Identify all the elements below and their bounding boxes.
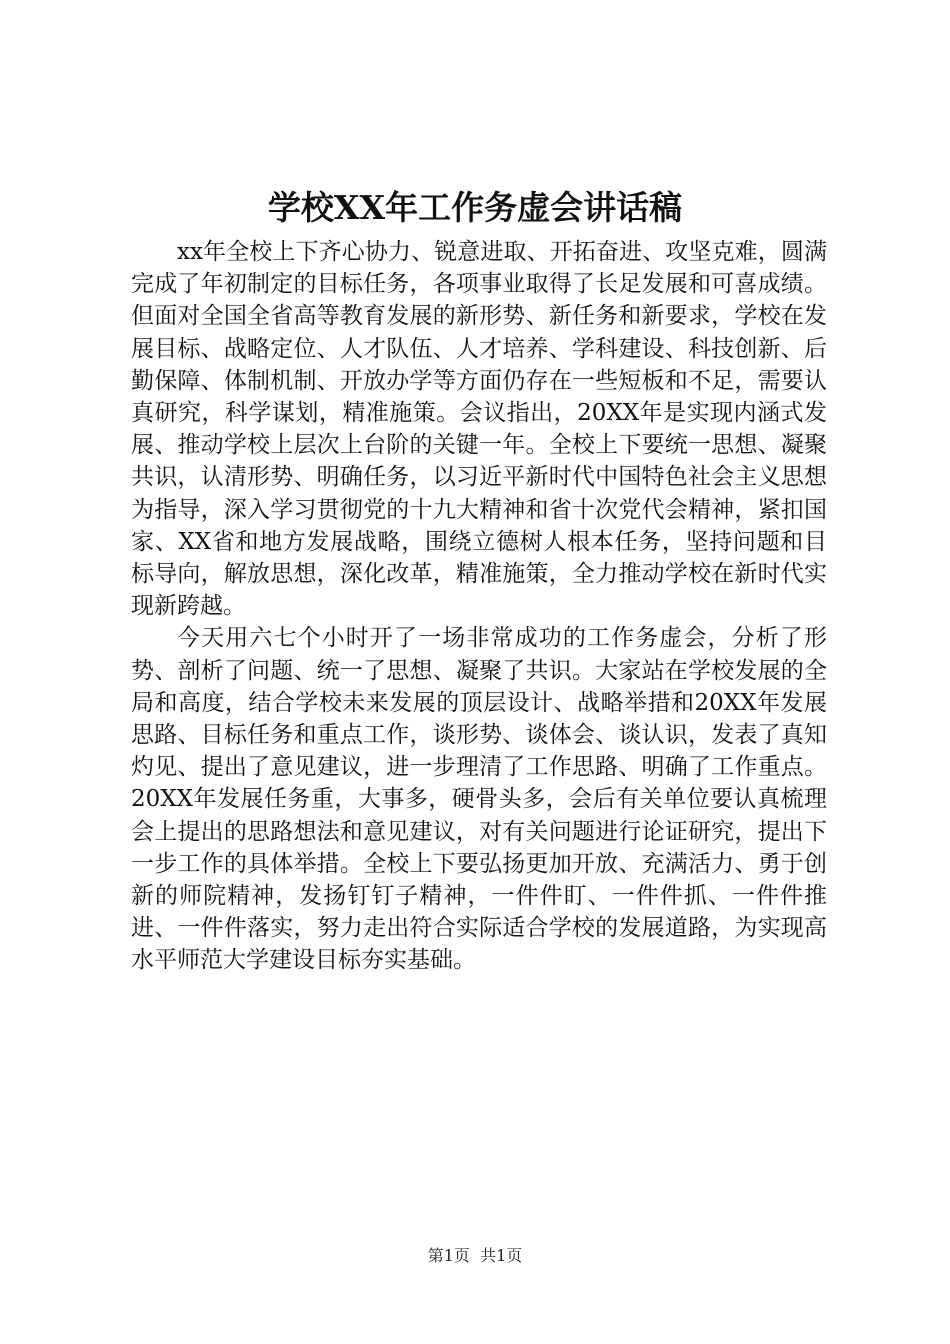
page-number-label: 第1页 共1页: [427, 1246, 523, 1265]
document-title: 学校XX年工作务虚会讲话稿: [267, 188, 683, 227]
paragraph-1: xx年全校上下齐心协力、锐意进取、开拓奋进、攻坚克难，圆满完成了年初制定的目标任务，各项事业取得了长足发展和可喜成绩。但面对全国全省高等教育发展的新形势、新任务和新要求，学校在发展目标、战略定位、人才队伍、人才培养、学科建设、科技创新、后勤保障、体制机制、开放办学等方面仍存在一些短板和不足，需要认真研究，科学谋划，精准施策。会议指出，20XX年是实现内涵式发展、推动学校上层次上台阶的关键一年。全校上下要统一思想、凝聚共识，认清形势、明确任务，以习近平新时代中国特色社会主义思想为指导，深入学习贯彻党的十九大精神和省十次党代会精神，紧扣国家、XX省和地方发展战略，围绕立德树人根本任务，坚持问题和目标导向，解放思想，深化改革，精准施策，全力推动学校在新时代实现新跨越。: [131, 239, 827, 620]
page-footer: [0, 1246, 950, 1266]
paragraph-2: 今天用六七个小时开了一场非常成功的工作务虚会，分析了形势、剖析了问题、统一了思想、凝聚了共识。大家站在学校发展的全局和高度，结合学校未来发展的顶层设计、战略举措和20XX年发展思路、目标任务和重点工作，谈形势、谈体会、谈认识，发表了真知灼见、提出了意见建议，进一步理清了工作思路、明确了工作重点。20XX年发展任务重，大事多，硬骨头多，会后有关单位要认真梳理会上提出的思路想法和意见建议，对有关问题进行论证研究，提出下一步工作的具体举措。全校上下要弘扬更加开放、充满活力、勇于创新的师院精神，发扬钉钉子精神，一件件盯、一件件抓、一件件推进、一件件落实，努力走出符合实际适合学校的发展道路，为实现高水平师范大学建设目标夯实基础。: [131, 625, 827, 974]
document-body: [131, 236, 827, 977]
